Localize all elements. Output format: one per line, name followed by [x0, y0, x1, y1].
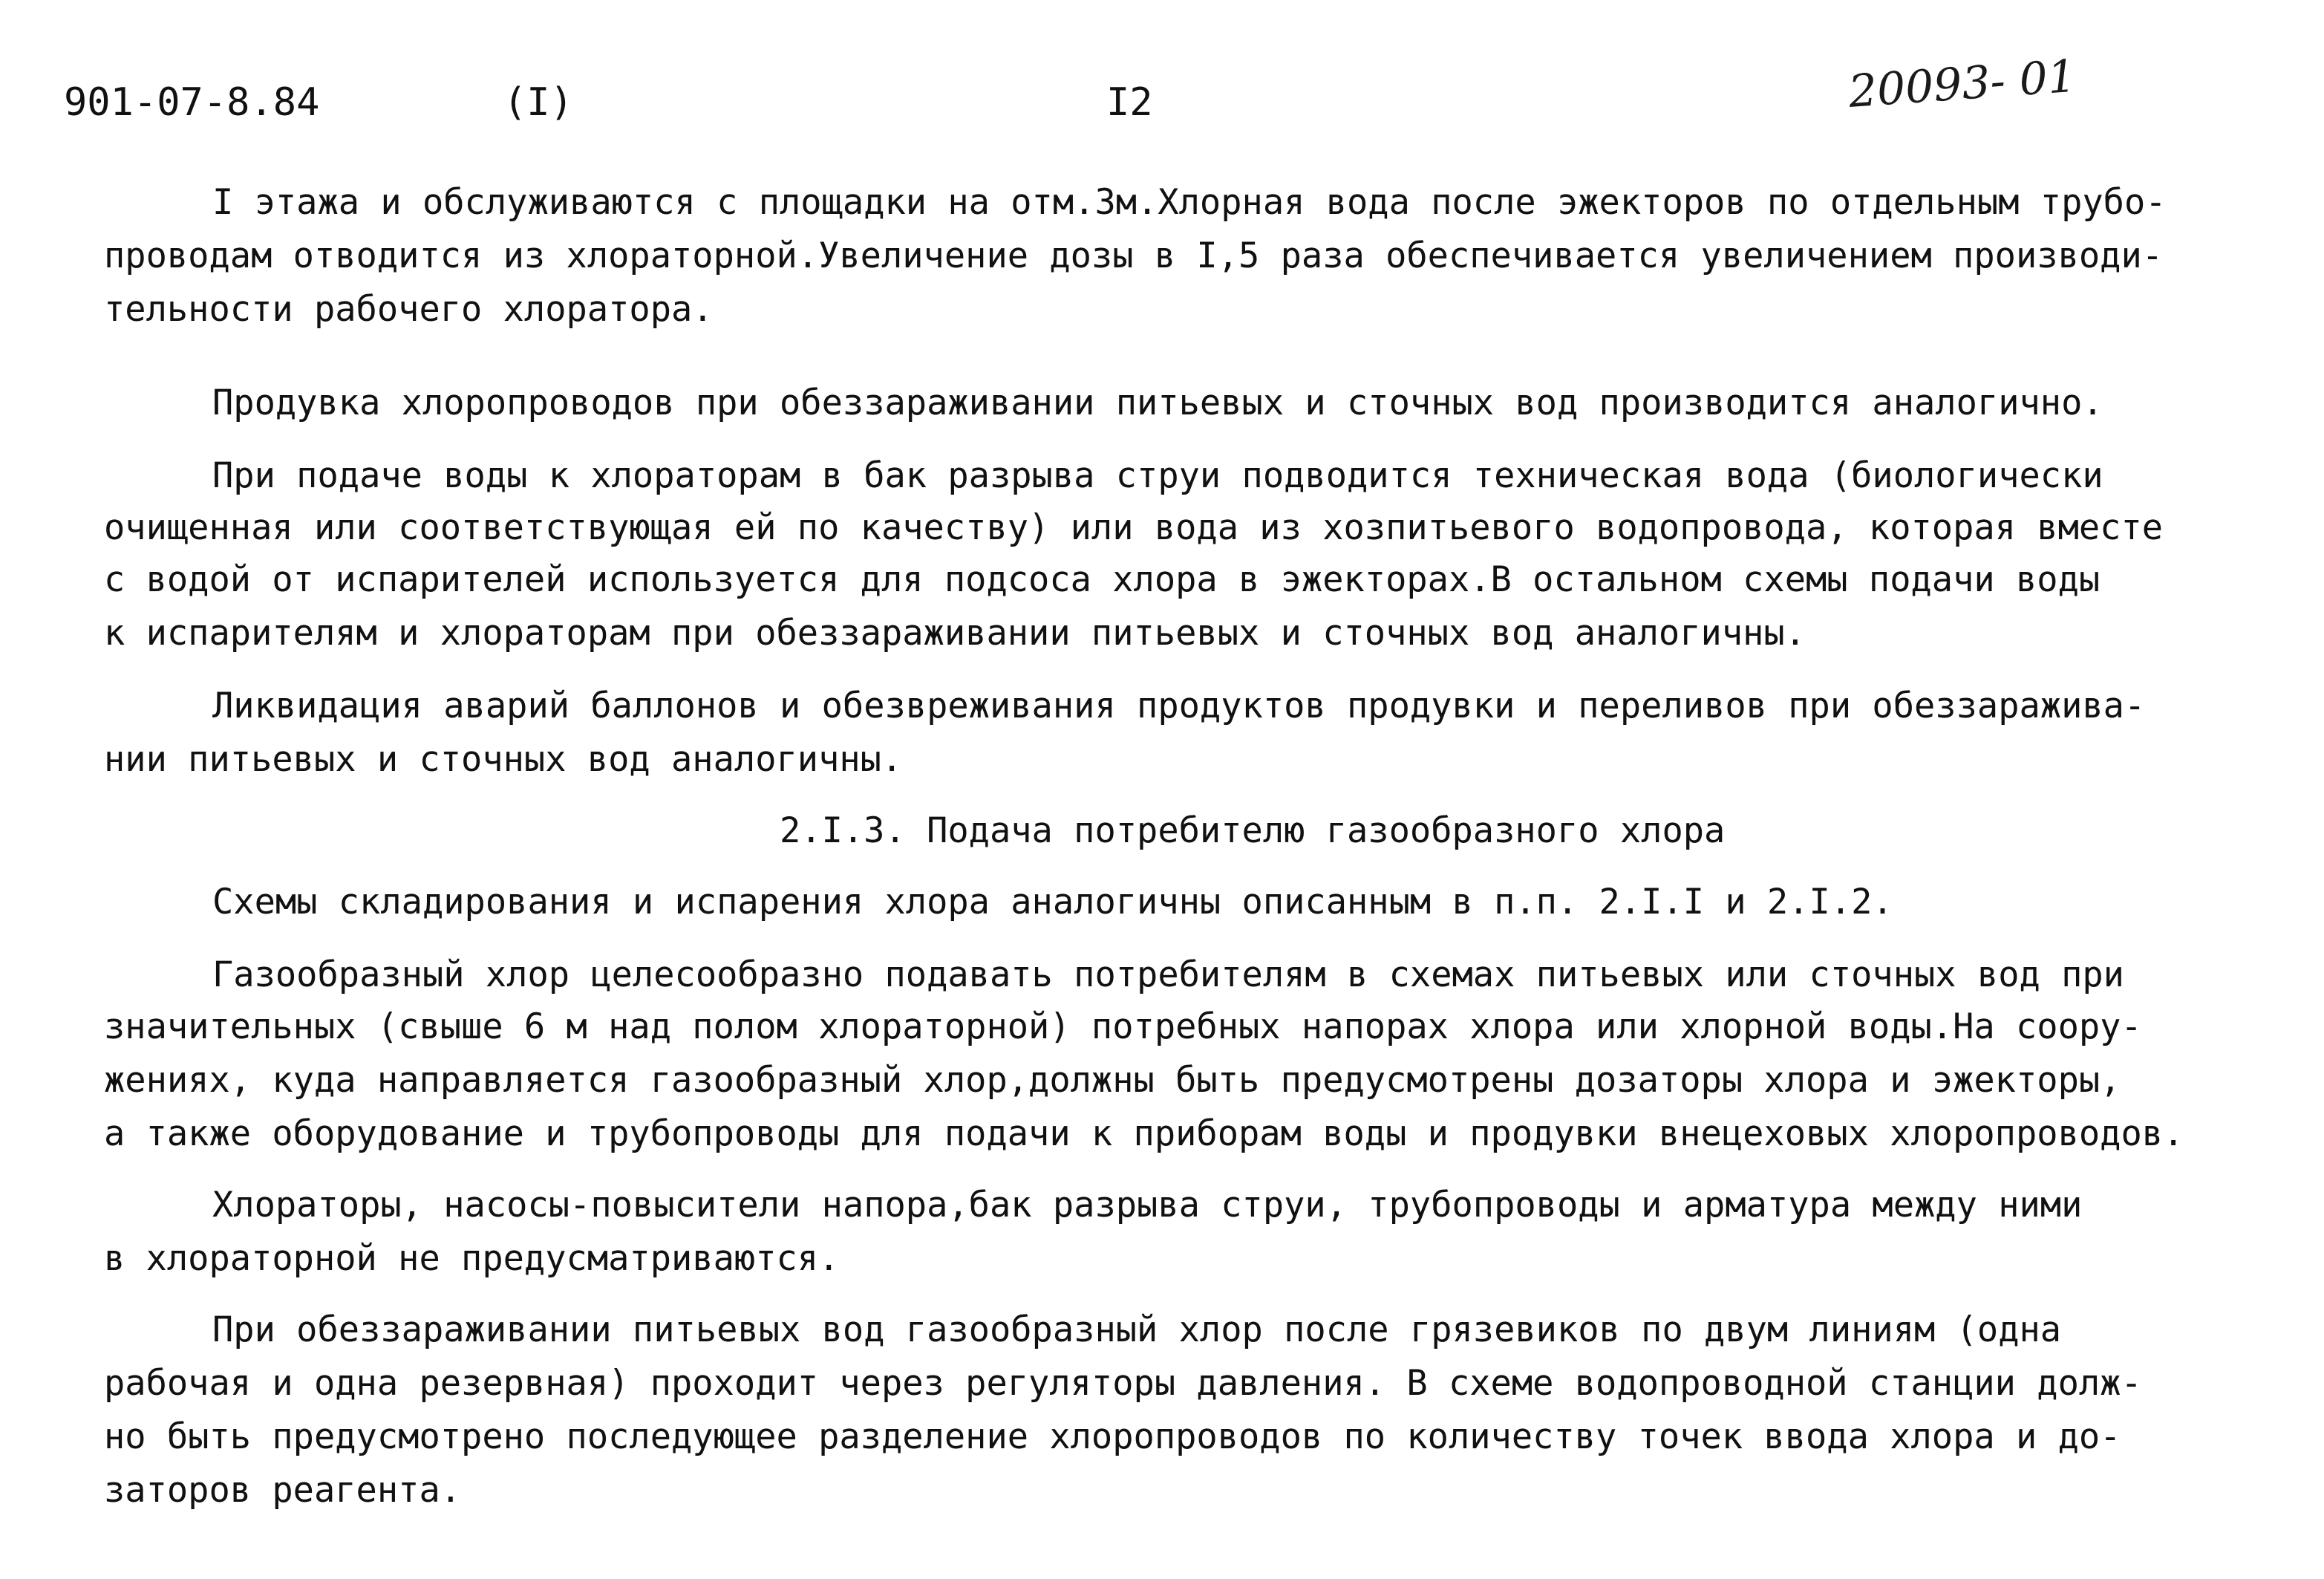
text-line: При подаче воды к хлораторам в бак разрыва струи подводится техническая вода (биологически	[212, 455, 2103, 496]
text-line: При обеззараживании питьевых вод газообразный хлор после грязевиков по двум линиям (одна	[212, 1309, 2062, 1350]
text-line: жениях, куда направляется газообразный хлор,должны быть предусмотрены дозаторы хлора и эжекторы,	[104, 1060, 2121, 1101]
text-line: к испарителям и хлораторам при обеззараживании питьевых и сточных вод аналогичны.	[104, 613, 1806, 654]
text-line: рабочая и одна резервная) проходит через регуляторы давления. В схеме водопроводной станции долж-	[104, 1363, 2142, 1404]
text-line: Ликвидация аварий баллонов и обезвреживания продуктов продувки и переливов при обеззаражива-	[212, 686, 2146, 726]
text-line: I этажа и обслуживаются с площадки на отм.3м.Хлорная вода после эжекторов по отдельным трубо-	[212, 182, 2167, 223]
section-heading: 2.I.3. Подача потребителю газообразного хлора	[780, 810, 1726, 851]
text-line: Схемы складирования и испарения хлора аналогичны описанным в п.п. 2.I.I и 2.I.2.	[212, 882, 1893, 922]
text-line: тельности рабочего хлоратора.	[104, 289, 714, 330]
page-number: I2	[1106, 80, 1153, 125]
text-line: заторов реагента.	[104, 1470, 462, 1511]
text-line: а также оборудование и трубопроводы для подачи к приборам воды и продувки внецеховых хлоропроводов.	[104, 1113, 2184, 1154]
text-line: нии питьевых и сточных вод аналогичны.	[104, 739, 903, 780]
handwritten-code: 20093- 01	[1847, 50, 2078, 118]
text-line: очищенная или соответствующая ей по качеству) или вода из хозпитьевого водопровода, которая вместе	[104, 507, 2164, 548]
text-line: Продувка хлоропроводов при обеззараживании питьевых и сточных вод производится аналогично.	[212, 382, 2103, 423]
text-line: проводам отводится из хлораторной.Увеличение дозы в I,5 раза обеспечивается увеличением производи-	[104, 235, 2164, 276]
text-line: Газообразный хлор целесообразно подавать потребителям в схемах питьевых или сточных вод при	[212, 954, 2124, 995]
document-number: 901-07-8.84	[64, 80, 320, 125]
text-line: с водой от испарителей используется для подсоса хлора в эжекторах.В остальном схемы подачи воды	[104, 559, 2101, 600]
text-line: в хлораторной не предусматриваются.	[104, 1238, 840, 1279]
volume-number: (I)	[503, 80, 573, 125]
text-line: но быть предусмотрено последующее разделение хлоропроводов по количеству точек ввода хлора и до-	[104, 1416, 2121, 1457]
text-line: значительных (свыше 6 м над полом хлораторной) потребных напорах хлора или хлорной воды.На соору-	[104, 1006, 2142, 1047]
text-line: Хлораторы, насосы-повысители напора,бак разрыва струи, трубопроводы и арматура между ними	[212, 1185, 2083, 1225]
